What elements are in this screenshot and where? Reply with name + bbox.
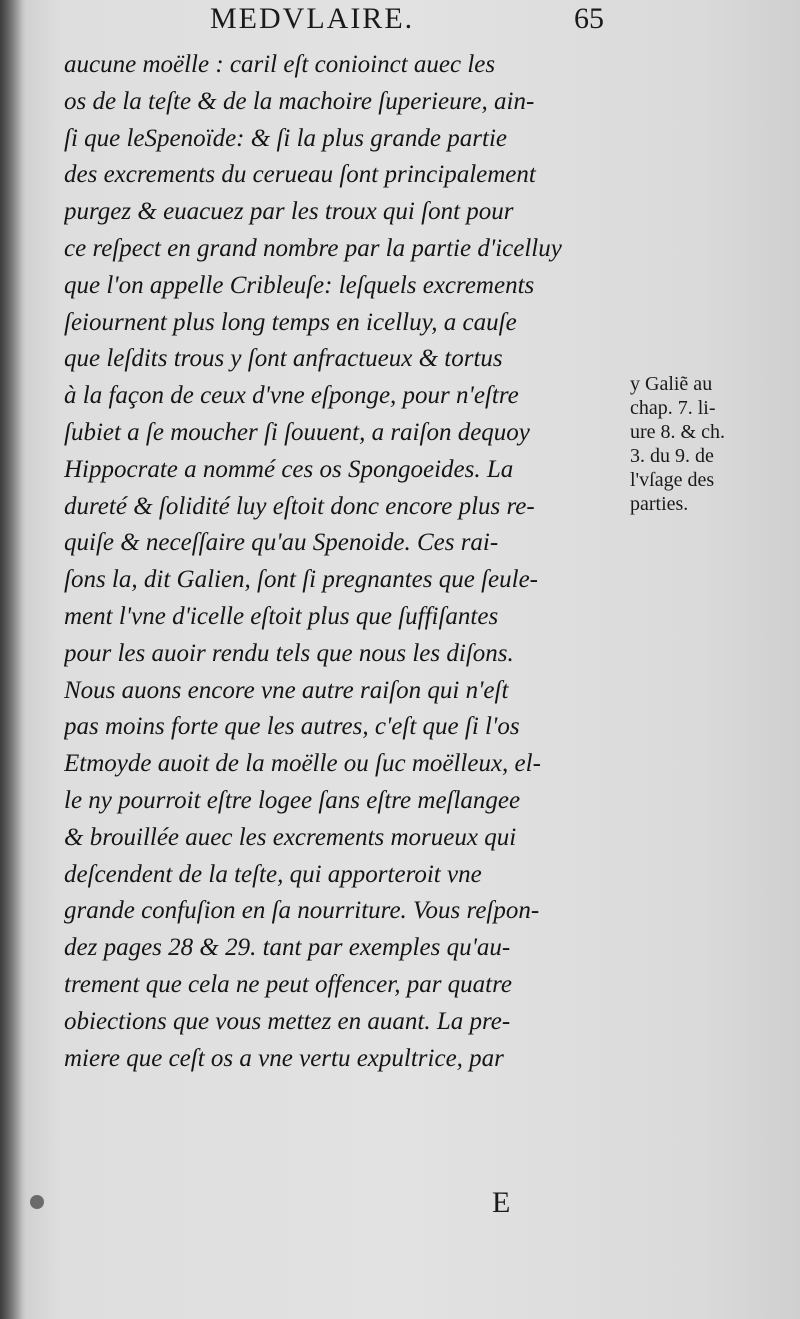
text-line: obiections que vous mettez en auant. La pre-: [64, 1007, 511, 1035]
body-text: [64, 47, 624, 1077]
text-line: ſeiournent plus long temps en icelluy, a cauſe: [64, 308, 517, 336]
text-line: Etmoyde auoit de la moëlle ou ſuc moëlleux, el-: [64, 750, 541, 778]
margin-note-line: 3. du 9. de: [630, 445, 714, 467]
text-line: os de la teſte & de la machoire ſuperieure, ain-: [64, 87, 535, 115]
text-line: à la façon de ceux d'vne eſponge, pour n'eſtre: [64, 382, 519, 410]
text-line: miere que ceſt os a vne vertu expultrice, par: [64, 1044, 504, 1072]
text-line: aucune moëlle : caril eſt conioinct auec les: [64, 51, 496, 78]
page-number: 65: [574, 2, 604, 35]
text-line: trement que cela ne peut offencer, par quatre: [64, 970, 513, 998]
text-line: & brouillée auec les excrements morueux qui: [64, 823, 517, 851]
running-title: MEDVLAIRE.: [210, 2, 415, 35]
text-line: dureté & ſolidité luy eſtoit donc encore plus re-: [64, 492, 535, 520]
text-line: ſubiet a ſe moucher ſi ſouuent, a raiſon dequoy: [64, 418, 530, 446]
text-line: Nous auons encore vne autre raiſon qui n'eſt: [64, 676, 509, 704]
margin-note-line: l'vſage des: [630, 469, 715, 491]
text-line: pour les auoir rendu tels que nous les diſons.: [64, 639, 514, 667]
text-line: Hippocrate a nommé ces os Spongoeides. La: [64, 455, 514, 483]
text-line: ſons la, dit Galien, ſont ſi pregnantes que ſeule-: [64, 566, 539, 594]
text-line: pas moins forte que les autres, c'eſt que ſi l'os: [64, 713, 520, 741]
text-line: que leſdits trous y ſont anfractueux & tortus: [64, 345, 503, 373]
text-line: ce reſpect en grand nombre par la partie d'icelluy: [64, 234, 562, 262]
margin-note-line: y Galiẽ au: [630, 373, 713, 395]
text-line: quiſe & neceſſaire qu'au Spenoide. Ces rai-: [64, 529, 499, 557]
text-line: ſi que leSpenoïde: & ſi la plus grande partie: [64, 124, 507, 152]
text-line: dez pages 28 & 29. tant par exemples qu'au-: [64, 934, 511, 962]
ink-blot: [30, 1195, 44, 1209]
text-line: que l'on appelle Cribleuſe: leſquels excrements: [64, 271, 535, 299]
text-line: grande confuſion en ſa nourriture. Vous reſpon-: [64, 897, 540, 925]
text-line: le ny pourroit eſtre logee ſans eſtre meſlangee: [64, 786, 521, 814]
signature-mark: E: [492, 1186, 511, 1219]
text-line: deſcendent de la teſte, qui apporteroit vne: [64, 860, 482, 888]
margin-note-line: parties.: [630, 493, 689, 515]
text-line: des excrements du cerueau ſont principalement: [64, 161, 536, 189]
text-line: ment l'vne d'icelle eſtoit plus que ſuffiſantes: [64, 602, 499, 630]
margin-note: [630, 372, 790, 516]
gutter-shadow: [0, 0, 26, 1319]
margin-note-line: chap. 7. li-: [630, 397, 716, 419]
text-line: purgez & euacuez par les troux qui ſont pour: [64, 198, 514, 226]
margin-note-line: ure 8. & ch.: [630, 421, 725, 443]
